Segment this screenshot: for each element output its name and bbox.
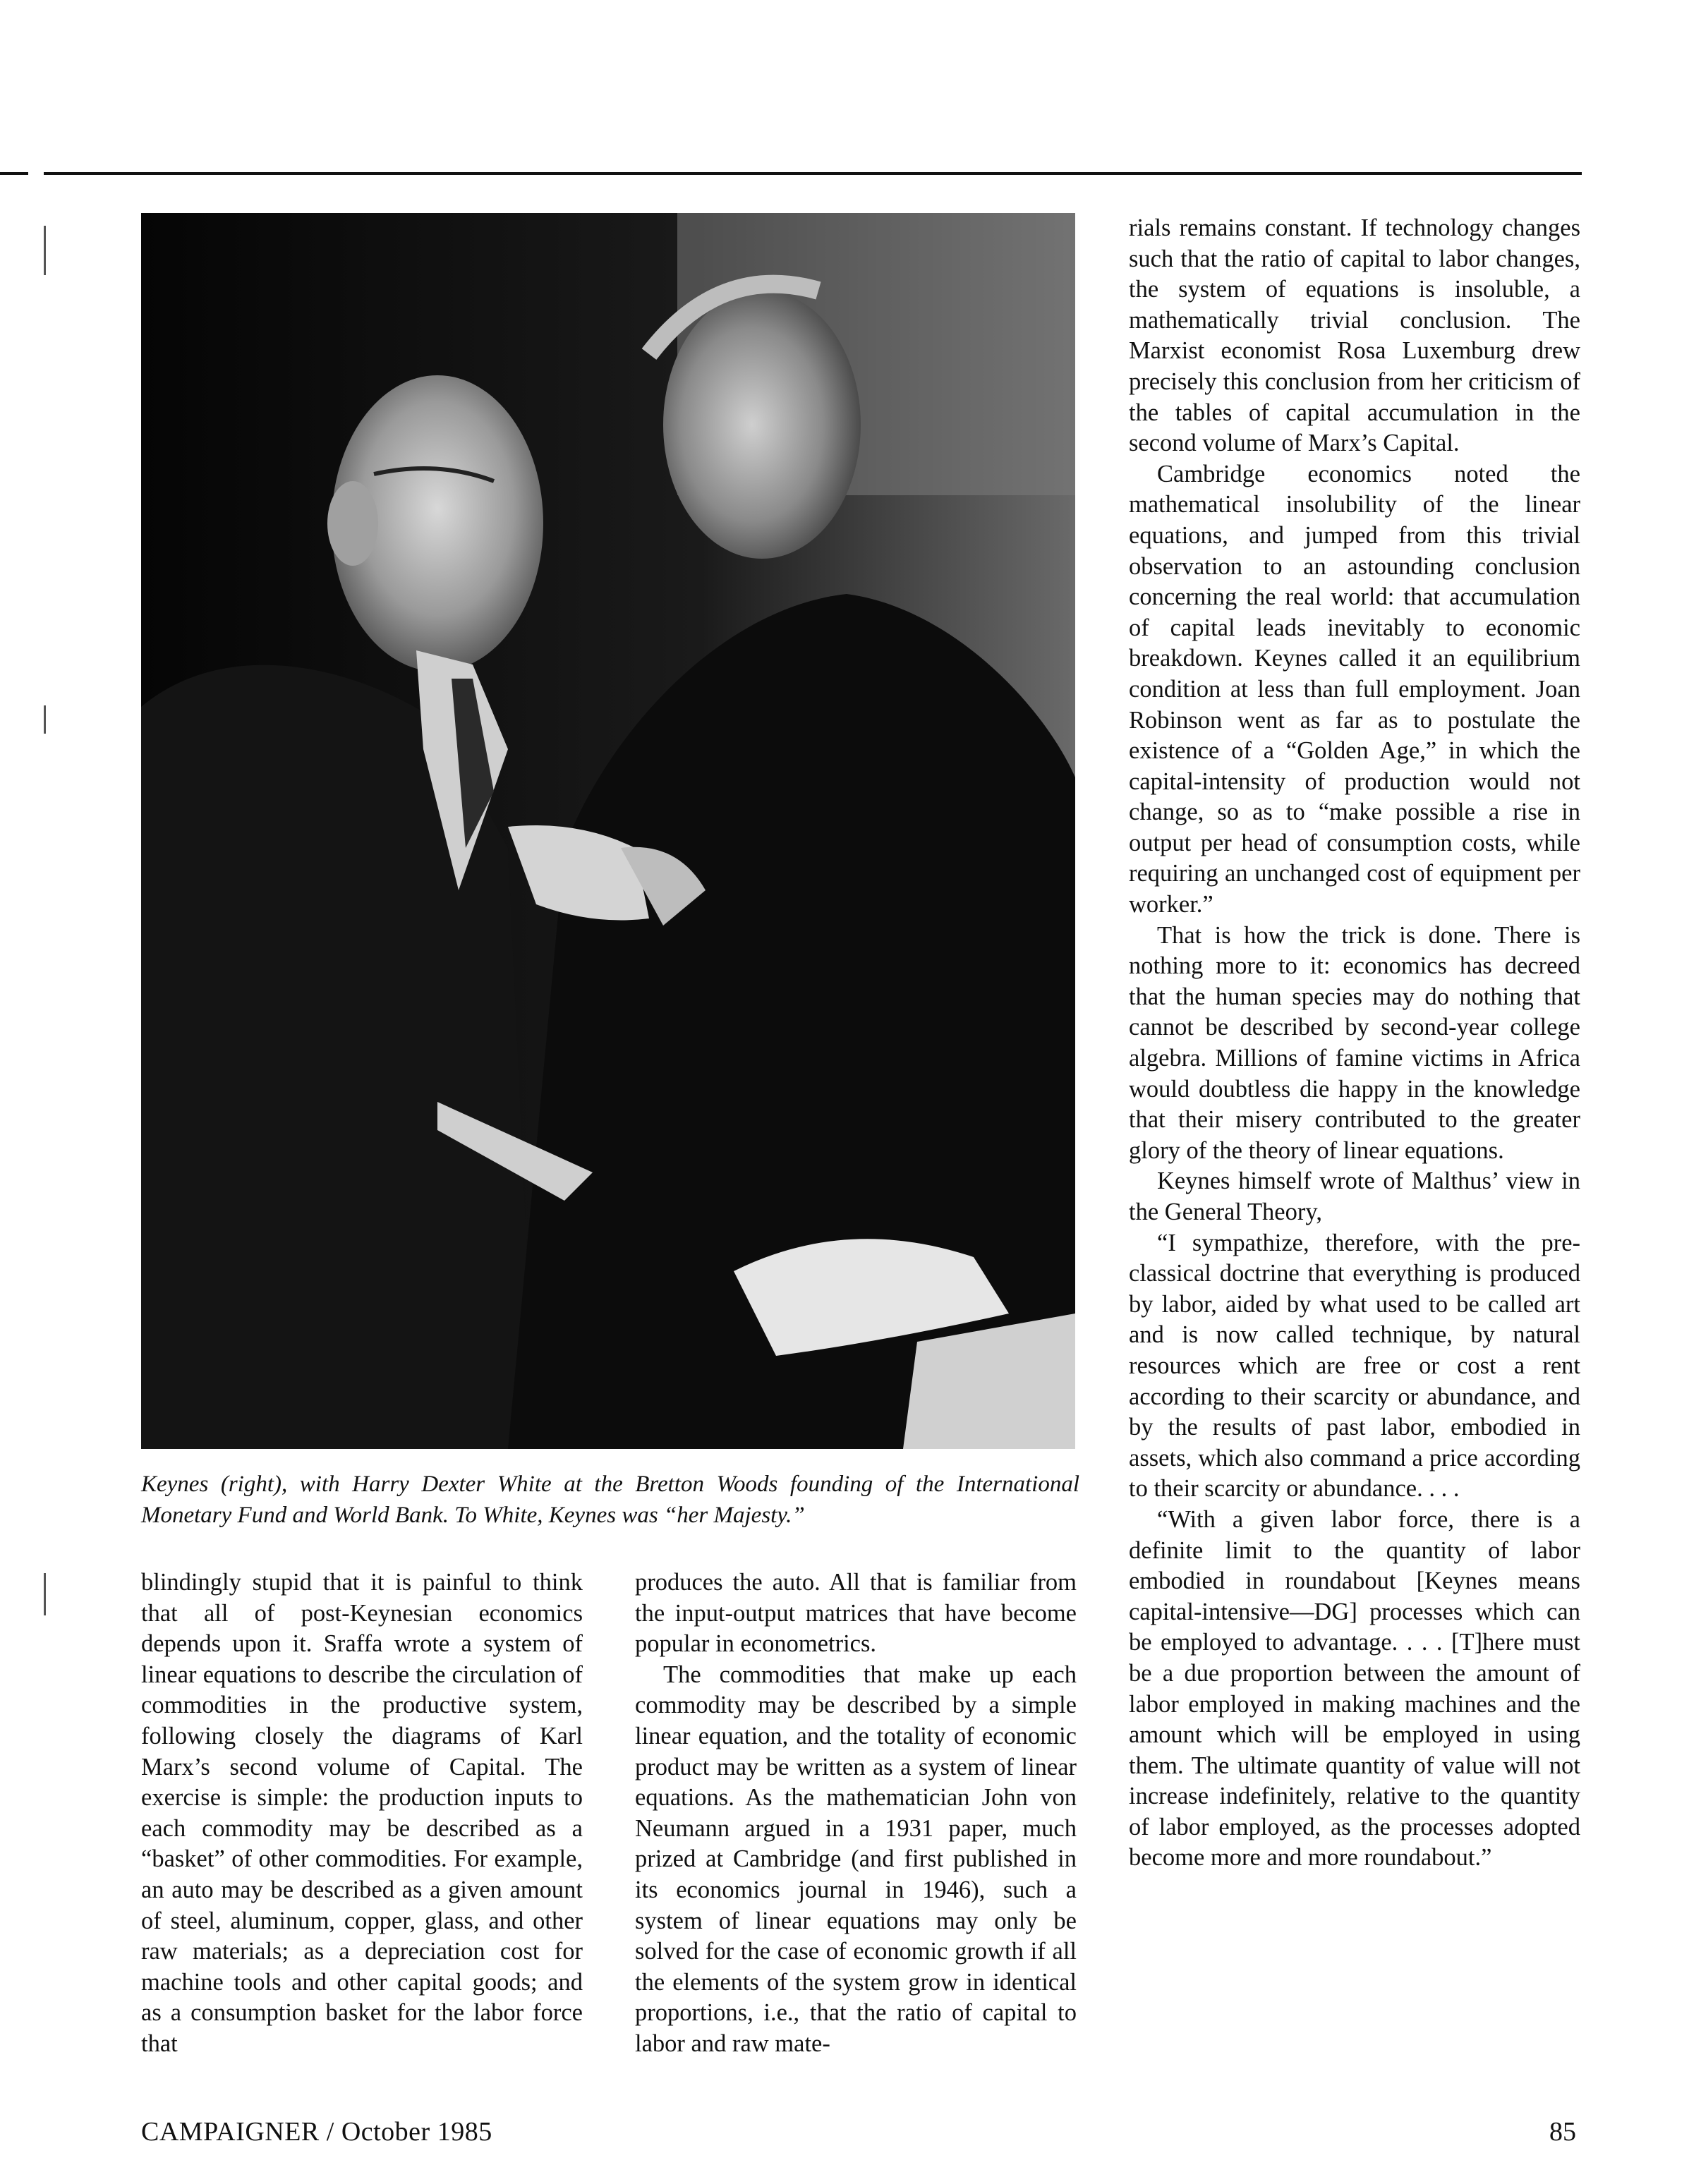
paragraph: That is how the trick is done. There is nothing more to it: economics has decreed that the human species may do nothing that cannot be described by second-year college algebra. Millions of famine victims in Africa would doubtless die happy in the knowledge that their misery contributed to the greater glory of the theory of linear equations. [1129,921,1580,1164]
text-column-middle [635,1567,1077,2060]
paragraph: The commodities that make up each commodity may be described by a simple linear equation, and the totality of economic product may be written as a system of linear equations. As the mathematician John von Neumann argued in a 1931 paper, much prized at Cambridge (and first published in its economics journal in 1946), such a system of linear equations may only be solved for the case of economic growth if all the elements of the system grow in identical proportions, i.e., that the ratio of capital to labor and raw mate- [635,1661,1077,2057]
margin-mark [44,705,46,734]
quote-paragraph: “With a given labor force, there is a definite limit to the quantity of labor embodied in roundabout [Keynes means capital-intensive—DG] processes which can be employed to advantage. . . . [T]here must be a due proportion between the amount of labor employed in making machines and the amount which will be employed in using them. The ultimate quantity of value will not increase indefinitely, relative to the quantity of labor employed, as the processes adopted become more and more roundabout.” [1129,1505,1580,1871]
paragraph: Cambridge economics noted the mathematical insolubility of the linear equations, and jumped from this trivial observation to an astounding conclusion concerning the real world: that accumulation of capital leads inevitably to economic breakdown. Keynes called it an equilibrium condition at less than full employment. Joan Robinson went as far as to postulate the existence of a “Golden Age,” in which the capital-intensity of production would not change, so as to “make possible a rise in output per head of consumption costs, while requiring an unchanged cost of equipment per worker.” [1129,460,1580,918]
footer-publication: CAMPAIGNER / October 1985 [141,2117,492,2147]
photo-keynes-white [141,213,1075,1449]
text-column-right [1129,213,1580,1874]
text-column-left [141,1567,583,2060]
paragraph: produces the auto. All that is familiar from the input-output matrices that have become popular in econometrics. [635,1569,1077,1658]
paragraph: rials remains constant. If technology changes such that the ratio of capital to labor changes, the system of equations is insoluble, a mathematically trivial conclusion. The Marxist economist Rosa Luxemburg drew precisely this conclusion from her criticism of the tables of capital accumulation in the second volume of Marx’s Capital. [1129,214,1580,457]
photo-caption: Keynes (right), with Harry Dexter White at the Bretton Woods founding of the International Monetary Fund and World Bank. To White, Keynes was “her Majesty.” [141,1472,1079,1528]
paragraph: blindingly stupid that it is painful to think that all of post-Keynesian economics depends upon it. Sraffa wrote a system of linear equations to describe the circulation of commodities in the productive system, following closely the diagrams of Karl Marx’s second volume of Capital. The exercise is simple: the production inputs to each commodity may be described as a “basket” of other commodities. For example, an auto may be described as a given amount of steel, aluminum, copper, glass, and other raw materials; as a depreciation cost for machine tools and other capital goods; and as a consumption basket for the labor force that [141,1569,583,2057]
margin-mark [44,1573,46,1615]
margin-mark [44,226,46,275]
header-rule-stub [0,172,28,175]
header-rule [44,172,1582,175]
paragraph: Keynes himself wrote of Malthus’ view in the General Theory, [1129,1167,1580,1225]
quote-paragraph: “I sympathize, therefore, with the pre-classical doctrine that everything is produced by labor, aided by what used to be called art and is now called technique, by natural resources which are free or cost a rent according to their scarcity or abundance, and by the results of past labor, embodied in assets, which also command a price according to their scarcity or abundance. . . . [1129,1229,1580,1503]
page-number: 85 [1549,2117,1576,2147]
photo-two-men-handshake-icon [141,213,1075,1449]
